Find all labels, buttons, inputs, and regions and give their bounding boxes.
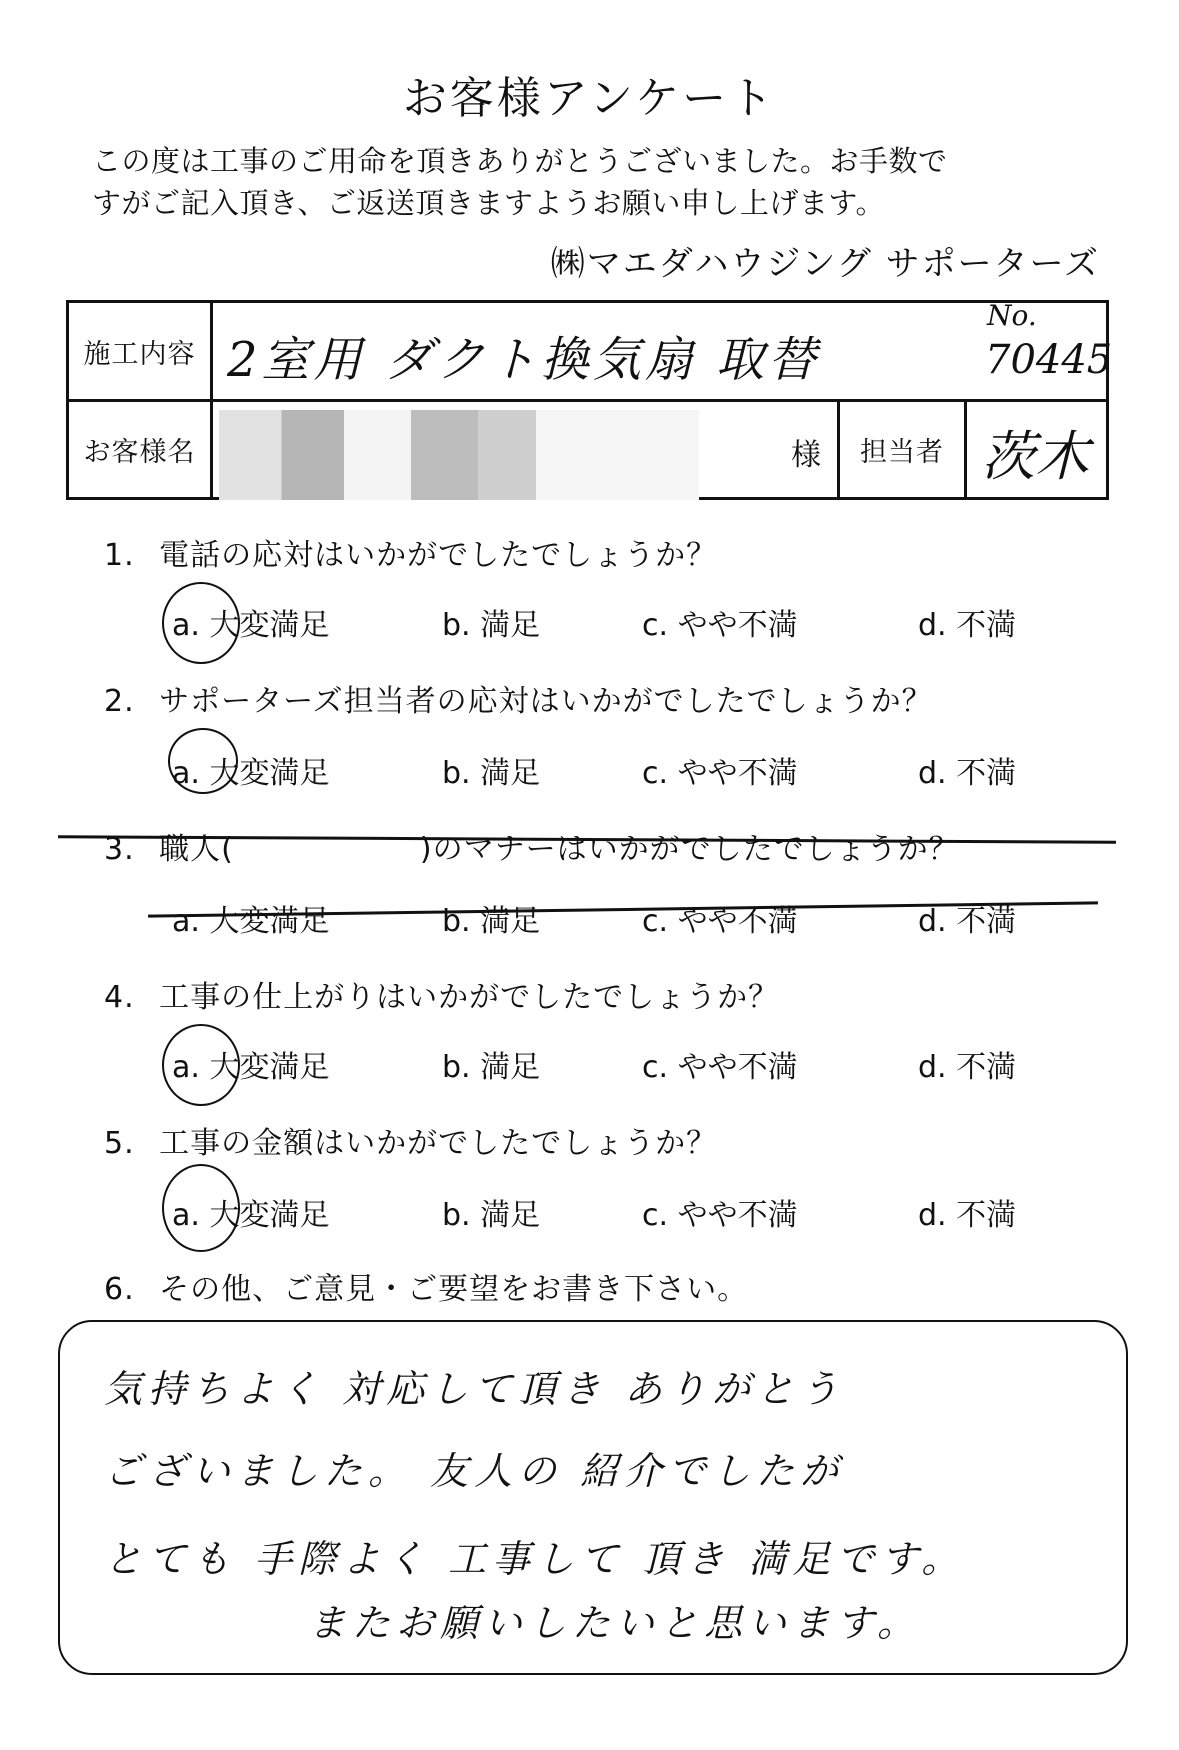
intro-line-1: この度は工事のご用命を頂きありがとうございました。お手数で: [92, 144, 948, 178]
info-table: [66, 299, 1113, 500]
option-d[interactable]: d. 不満: [918, 904, 1017, 939]
question-number: 3.: [104, 832, 135, 867]
work-label-cell: [69, 303, 213, 402]
question-text: その他、ご意見・ご要望をお書き下さい。: [159, 1272, 749, 1307]
option-c[interactable]: c. やや不満: [642, 756, 798, 791]
staff-label: 担当者: [860, 437, 944, 468]
option-c[interactable]: c. やや不満: [642, 1050, 798, 1085]
staff-label-cell: [840, 402, 967, 497]
option-d[interactable]: d. 不満: [918, 1050, 1017, 1085]
question-text: サポーターズ担当者の応対はいかがでしたでしょうか？: [159, 684, 933, 719]
honorific: 様: [791, 438, 821, 473]
option-d[interactable]: d. 不満: [918, 756, 1017, 791]
option-a[interactable]: [172, 600, 329, 644]
question-text: 電話の応対はいかがでしたでしょうか？: [159, 538, 718, 573]
option-b[interactable]: b. 満足: [442, 756, 541, 791]
selected-circle-icon: [162, 582, 240, 664]
option-c[interactable]: c. やや不満: [642, 608, 798, 643]
no-label: No.: [987, 299, 1037, 332]
option-d[interactable]: d. 不満: [918, 608, 1017, 643]
option-label: a. 大変満足: [172, 608, 330, 643]
customer-label-cell: [69, 402, 213, 497]
intro-line-2: すがご記入頂き、ご返送頂きますようお願い申し上げます。: [92, 186, 886, 220]
redacted-customer-name: [219, 410, 699, 500]
question-text: 工事の金額はいかがでしたでしょうか？: [159, 1126, 718, 1161]
option-a[interactable]: [172, 1042, 329, 1086]
company-name: ㈱マエダハウジング サポーターズ: [550, 244, 1100, 284]
option-c[interactable]: c. やや不満: [642, 1198, 798, 1233]
intro-text: [92, 140, 1102, 224]
option-c[interactable]: c. やや不満: [642, 904, 798, 939]
no-value: 70445: [985, 337, 1113, 383]
comment-line-2: ございました。 友人の 紹介でしたが: [104, 1449, 845, 1493]
option-a[interactable]: a. 大変満足: [172, 904, 330, 939]
question-text: 職人( )のマナーはいかがでしたでしょうか？: [159, 832, 960, 867]
selected-circle-icon: [168, 728, 238, 794]
option-b[interactable]: b. 満足: [442, 904, 541, 939]
work-label: 施工内容: [83, 338, 196, 370]
comment-line-4: またお願いしたいと思います。: [308, 1601, 921, 1645]
question-number: 4.: [104, 980, 135, 1015]
option-b[interactable]: b. 満足: [442, 1050, 541, 1085]
comment-box[interactable]: [58, 1320, 1128, 1675]
survey-title: お客様アンケート: [402, 73, 777, 124]
customer-value-cell: [213, 402, 840, 497]
question-number: 2.: [104, 684, 135, 719]
comment-line-3: とても 手際よく 工事して 頂き 満足です。: [104, 1537, 966, 1581]
question-number: 6.: [104, 1272, 135, 1307]
option-a[interactable]: [172, 748, 329, 792]
selected-circle-icon: [162, 1164, 240, 1252]
option-label: a. 大変満足: [172, 756, 330, 791]
question-text: 工事の仕上がりはいかがでしたでしょうか？: [159, 980, 780, 1015]
staff-value-cell: [967, 402, 1106, 497]
question-number: 1.: [104, 538, 135, 573]
staff-value: 茨木: [981, 425, 1089, 488]
option-a[interactable]: [172, 1190, 329, 1234]
question-6: [104, 1264, 748, 1308]
question-number: 5.: [104, 1126, 135, 1161]
customer-label: お客様名: [83, 437, 196, 468]
work-value-cell: [213, 299, 1113, 402]
selected-circle-icon: [162, 1024, 240, 1106]
option-label: a. 大変満足: [172, 1198, 330, 1233]
option-d[interactable]: d. 不満: [918, 1198, 1017, 1233]
work-value: 2室用 ダクト換気扇 取替: [227, 332, 821, 388]
option-b[interactable]: b. 満足: [442, 1198, 541, 1233]
comment-line-1: 気持ちよく 対応して頂き ありがとう: [104, 1367, 845, 1411]
option-b[interactable]: b. 満足: [442, 608, 541, 643]
option-label: a. 大変満足: [172, 1050, 330, 1085]
